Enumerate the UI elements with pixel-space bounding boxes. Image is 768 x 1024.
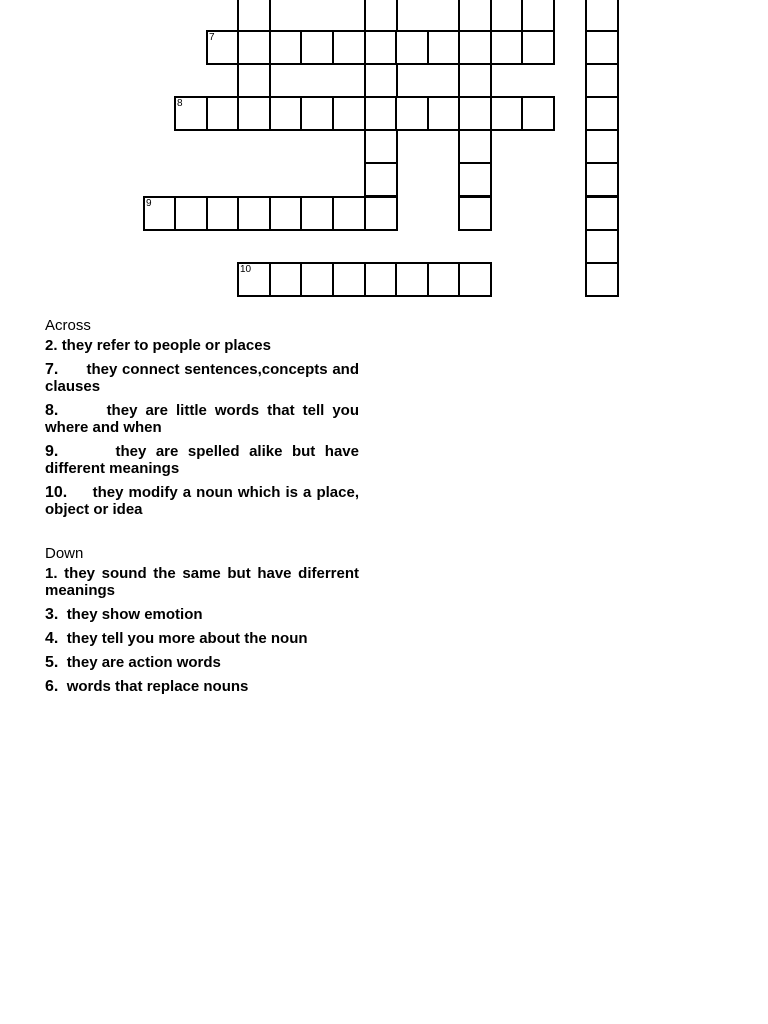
- grid-cell[interactable]: [364, 96, 398, 131]
- grid-cell[interactable]: [269, 96, 303, 131]
- clue-text: words that replace nouns: [66, 678, 249, 695]
- grid-cell[interactable]: [364, 0, 398, 32]
- grid-cell[interactable]: [427, 30, 461, 65]
- cell-number: 9: [146, 198, 152, 209]
- grid-cell[interactable]: [364, 63, 398, 98]
- grid-cell[interactable]: [458, 196, 492, 231]
- grid-cell[interactable]: [237, 63, 271, 98]
- grid-cell[interactable]: [300, 196, 334, 231]
- grid-cell[interactable]: [521, 96, 555, 131]
- grid-cell[interactable]: [364, 162, 398, 197]
- grid-cell[interactable]: [395, 262, 429, 297]
- clue-number: 9.: [45, 443, 59, 460]
- clue-number: 10.: [45, 484, 68, 501]
- grid-cell[interactable]: [300, 262, 334, 297]
- grid-cell[interactable]: [585, 229, 619, 264]
- clue-number: 7.: [45, 361, 59, 378]
- grid-cell[interactable]: [237, 0, 271, 32]
- clue-number: 6.: [45, 678, 59, 695]
- grid-cell[interactable]: [332, 30, 366, 65]
- grid-cell[interactable]: [458, 129, 492, 164]
- across-heading: Across: [45, 317, 91, 334]
- across-clue-10: [45, 484, 359, 518]
- cell-number: 10: [240, 264, 252, 275]
- down-section: [45, 545, 359, 695]
- clue-number: 2.: [45, 337, 58, 354]
- across-clue-9: [45, 443, 359, 477]
- across-section: [45, 317, 359, 518]
- grid-cell[interactable]: [585, 262, 619, 297]
- grid-cell[interactable]: [585, 30, 619, 65]
- grid-cell[interactable]: [521, 0, 555, 32]
- cell-number: 8: [177, 98, 183, 109]
- grid-cell[interactable]: [364, 196, 398, 231]
- grid-cell[interactable]: [364, 262, 398, 297]
- clue-number: 5.: [45, 654, 59, 671]
- grid-cell[interactable]: [490, 96, 524, 131]
- across-clue-2: [45, 337, 359, 354]
- clue-text: they sound the same but have diferrent meanings: [45, 565, 359, 599]
- clue-text: they connect sentences,concepts and clauses: [45, 361, 359, 395]
- clue-text: they show emotion: [66, 606, 203, 623]
- grid-cell[interactable]: [174, 196, 208, 231]
- grid-cell[interactable]: [458, 63, 492, 98]
- grid-cell[interactable]: [458, 162, 492, 197]
- grid-cell[interactable]: [585, 96, 619, 131]
- grid-cell[interactable]: [395, 30, 429, 65]
- clue-number: 3.: [45, 606, 59, 623]
- clue-number: 4.: [45, 630, 59, 647]
- across-clue-8: [45, 402, 359, 436]
- grid-cell[interactable]: [332, 96, 366, 131]
- grid-cell[interactable]: [237, 96, 271, 131]
- grid-cell[interactable]: [332, 262, 366, 297]
- clue-number: 8.: [45, 402, 59, 419]
- down-heading: Down: [45, 545, 84, 562]
- grid-cell[interactable]: [395, 96, 429, 131]
- grid-cell[interactable]: [427, 96, 461, 131]
- clue-text: they refer to people or places: [61, 337, 271, 354]
- grid-cell[interactable]: [364, 129, 398, 164]
- down-clue-6: [45, 678, 359, 695]
- grid-cell[interactable]: [269, 30, 303, 65]
- clue-text: they tell you more about the noun: [66, 630, 308, 647]
- down-clue-5: [45, 654, 359, 671]
- grid-cell[interactable]: [269, 262, 303, 297]
- grid-cell[interactable]: [300, 30, 334, 65]
- grid-cell[interactable]: [458, 262, 492, 297]
- across-clue-7: [45, 361, 359, 395]
- grid-cell[interactable]: [269, 196, 303, 231]
- grid-cell[interactable]: [206, 196, 240, 231]
- grid-cell[interactable]: [174, 96, 208, 131]
- grid-cell[interactable]: [585, 196, 619, 231]
- grid-cell[interactable]: [458, 30, 492, 65]
- grid-cell[interactable]: [332, 196, 366, 231]
- grid-cell[interactable]: [458, 96, 492, 131]
- grid-cell[interactable]: [237, 30, 271, 65]
- clue-text: they are spelled alike but have different meanings: [45, 443, 359, 477]
- grid-cell[interactable]: [206, 30, 240, 65]
- grid-cell[interactable]: [427, 262, 461, 297]
- grid-cell[interactable]: [521, 30, 555, 65]
- grid-cell[interactable]: [458, 0, 492, 32]
- grid-cell[interactable]: [585, 162, 619, 197]
- cell-number: 7: [209, 32, 215, 43]
- clue-number: 1.: [45, 565, 58, 582]
- clue-text: they are action words: [66, 654, 221, 671]
- down-clue-4: [45, 630, 359, 647]
- grid-cell[interactable]: [364, 30, 398, 65]
- grid-cell[interactable]: [585, 0, 619, 32]
- grid-cell[interactable]: [237, 196, 271, 231]
- crossword-grid: [0, 0, 768, 300]
- down-clue-3: [45, 606, 359, 623]
- grid-cell[interactable]: [300, 96, 334, 131]
- grid-cell[interactable]: [206, 96, 240, 131]
- clues-panel: [45, 317, 359, 695]
- grid-cell[interactable]: [490, 30, 524, 65]
- grid-cell[interactable]: [585, 63, 619, 98]
- clue-text: they modify a noun which is a place, object or idea: [45, 484, 359, 518]
- clue-text: they are little words that tell you where and when: [45, 402, 359, 436]
- grid-cell[interactable]: [490, 0, 524, 32]
- down-clue-1: [45, 565, 359, 599]
- grid-cell[interactable]: [143, 196, 177, 231]
- grid-cell[interactable]: [237, 262, 271, 297]
- grid-cell[interactable]: [585, 129, 619, 164]
